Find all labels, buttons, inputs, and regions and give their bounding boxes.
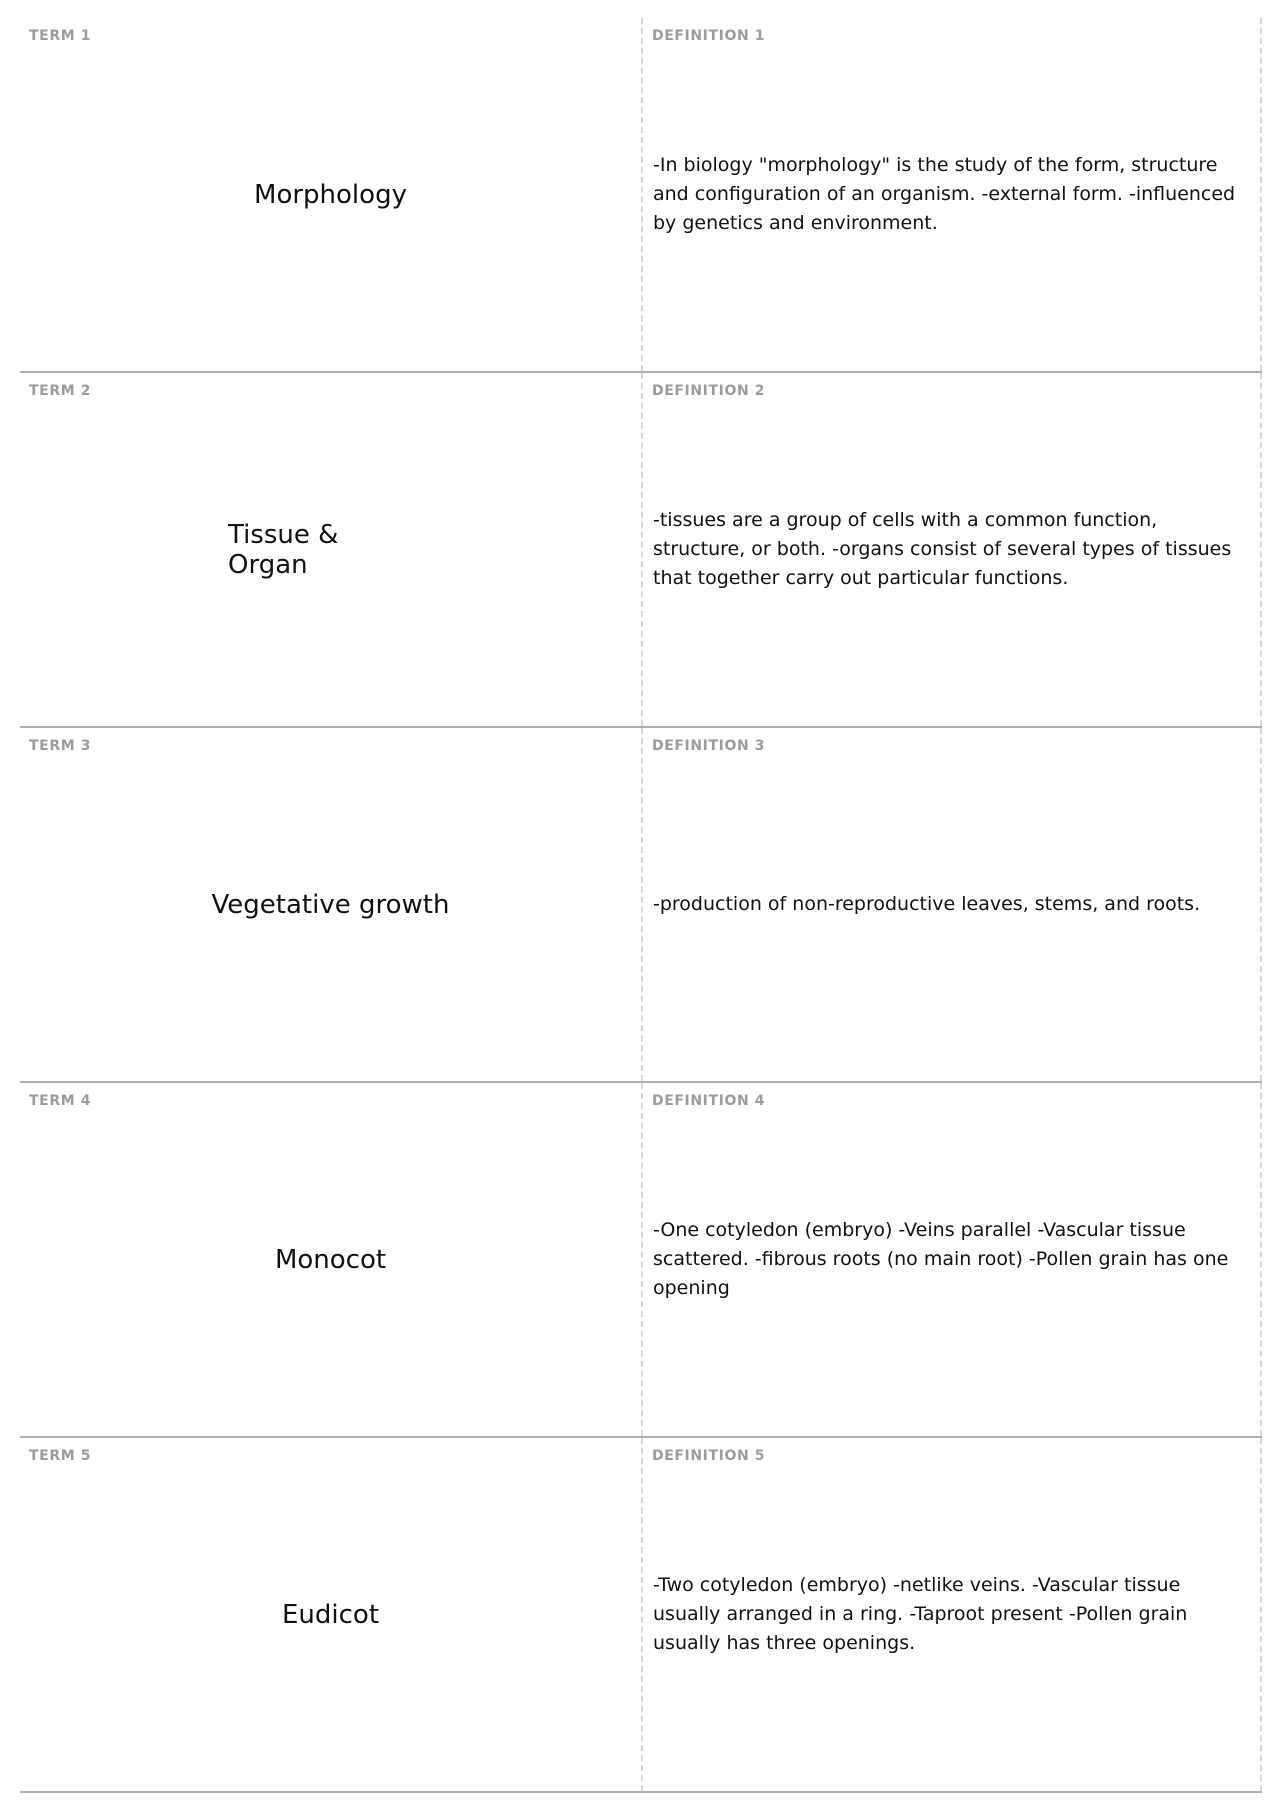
- term-cell: [20, 18, 641, 371]
- definition-cell: [641, 728, 1262, 1081]
- definition-text: -Two cotyledon (embryo) -netlike veins. -Vascular tissue usually arranged in a ring. -Taproot present -Pollen grain usually has three openings.: [653, 1574, 1188, 1654]
- term-cell: [20, 1083, 641, 1436]
- term-text: Morphology: [254, 179, 407, 210]
- definition-label: DEFINITION 1: [652, 28, 766, 44]
- flashcard-2: [20, 373, 1262, 728]
- term-label: TERM 3: [29, 738, 92, 754]
- term-text: Eudicot: [281, 1599, 380, 1630]
- term-label: TERM 2: [29, 383, 92, 399]
- term-cell: [20, 1438, 641, 1791]
- flashcard-3: [20, 728, 1262, 1083]
- flashcard-sheet: [20, 18, 1262, 1793]
- definition-label: DEFINITION 3: [652, 738, 766, 754]
- definition-cell: [641, 18, 1262, 371]
- term-cell: [20, 373, 641, 726]
- term-label: TERM 5: [29, 1448, 92, 1464]
- definition-text: -tissues are a group of cells with a common function, structure, or both. -organs consist of several types of tissues that together carry out particular functions.: [653, 509, 1232, 589]
- term-text: Vegetative growth: [211, 889, 450, 920]
- term-label: TERM 1: [29, 28, 92, 44]
- definition-text: -production of non-reproductive leaves, stems, and roots.: [653, 893, 1201, 915]
- flashcard-1: [20, 18, 1262, 373]
- flashcard-5: [20, 1438, 1262, 1793]
- term-cell: [20, 728, 641, 1081]
- term-text: Tissue & Organ: [228, 519, 339, 580]
- definition-text: -In biology "morphology" is the study of the form, structure and configuration of an organism. -external form. -influenced by genetics and environment.: [653, 154, 1236, 234]
- definition-text: -One cotyledon (embryo) -Veins parallel -Vascular tissue scattered. -fibrous roots (no main root) -Pollen grain has one opening: [653, 1219, 1229, 1299]
- term-text: Monocot: [274, 1244, 387, 1275]
- definition-cell: [641, 1438, 1262, 1791]
- definition-label: DEFINITION 4: [652, 1093, 766, 1109]
- term-label: TERM 4: [29, 1093, 92, 1109]
- definition-cell: [641, 1083, 1262, 1436]
- definition-label: DEFINITION 2: [652, 383, 766, 399]
- flashcard-4: [20, 1083, 1262, 1438]
- definition-cell: [641, 373, 1262, 726]
- definition-label: DEFINITION 5: [652, 1448, 766, 1464]
